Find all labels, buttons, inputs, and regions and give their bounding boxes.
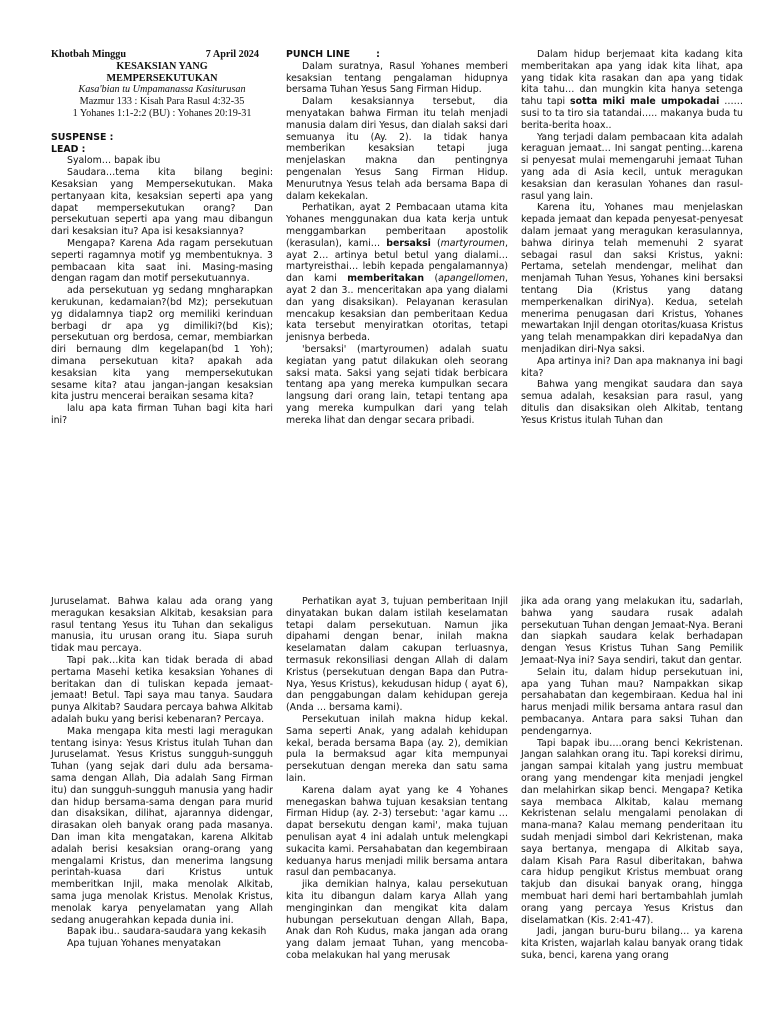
- paragraph: [521, 49, 743, 132]
- header-date: 7 April 2024: [205, 49, 259, 60]
- paragraph: Dalam kesaksiannya tersebut, dia menyatakan bahwa Firman itu telah menjadi manusia dalam diri Yesus, dan dialah saksi dari semuanya itu (Ay. 2). Ia tidak hanya memberikan kesaksian tetapi juga menjelaskan makna dan pentingnya pengenalan Yesus Sang Firman Hidup. Menurutnya Yesus telah ada bersama Bapa di dalam kekekalan.: [286, 96, 508, 202]
- header-row: [51, 49, 273, 61]
- paragraph: Selain itu, dalam hidup persekutuan ini, apa yang Tuhan mau? Nampakkan sikap persahabatan dan kegembiraan. Kedua hal ini harus menjadi milik bersama antara rasul dan pembacanya. Antara para saksi Tuhan dan pendengarnya.: [521, 666, 743, 737]
- heading-suspense: SUSPENSE :: [51, 131, 114, 143]
- paragraph: Persekutuan inilah makna hidup kekal. Sama seperti Anak, yang adalah kehidupan kekal, berada bersama Bapa (ay. 2), demikian pula Ia bermaksud agar kita mempunyai persekutuan dengan mereka dan satu sama lain.: [286, 713, 508, 784]
- text-run: …… susi to ta tiro sia tatandai….. makanya buda tu berita-berita hoax..: [521, 96, 743, 131]
- text-run: Dalam hidup berjemaat kita kadang kita memberitakan apa yang idak kita lihat, apa yang tidak kita rasakan dan apa yang tidak kita tahu… dan mungkin kita hanya setenga tahu tapi: [521, 49, 743, 108]
- paragraph: Mengapa? Karena Ada ragam persekutuan seperti ragamnya motif yg membentuknya. 3 pembacaan kita saat ini. Masing-masing dengan ragam dan motif persekutuannya.: [51, 237, 273, 285]
- sermon-title-line1: KESAKSIAN YANG: [116, 60, 208, 72]
- paragraph: Apa tujuan Yohanes menyatakan: [67, 938, 221, 950]
- sermon-subtitle: Kasa'bian tu Umpamanassa Kasiturusan: [78, 84, 246, 96]
- paragraph: jika ada orang yang melakukan itu, sadarlah, bahwa yang saudara rusak adalah persekutuan Tuhan dengan Jemaat-Nya. Berani dan siapkah saudara kelak berhadapan dengan Yesus Kristus Tuhan Sang Pemilik Jemaat-Nya ini? Saya sendiri, takut dan gentar.: [521, 596, 743, 666]
- emphasis-memberitakan: memberitakan: [347, 273, 425, 285]
- paragraph: Bapak ibu.. saudara-saudara yang kekasih: [67, 926, 267, 938]
- paragraph: Dalam suratnya, Rasul Yohanes memberi kesaksian tentang pengalaman hidupnya bersama Tuhan Yesus Sang Firman Hidup.: [286, 60, 508, 96]
- paragraph: [286, 202, 508, 344]
- paragraph: Apa artinya ini? Dan apa maknanya ini bagi kita?: [521, 355, 743, 379]
- emphasis-local-phrase: sotta miki male umpokadai: [570, 96, 720, 108]
- term-martyroumen: martyroumen: [440, 237, 506, 249]
- paragraph: Karena itu, Yohanes mau menjelaskan kepada jemaat dan kepada penyesat-penyesat dalam jemaat yang meragukan kerasulannya, bahwa dirinya telah memenuhi 2 syarat sebagai rasul dan saksi Kristus, yakni: Pertama, setelah mendengar, melihat dan menjamah Tuhan Yesus, Yohanes kini bersaksi tentang Dia (Kristus yang datang memperkenalkan diriNya). Kedua, setelah menerima penugasan dari Kristus, Yohanes mewartakan Injil dengan otoritas/kuasa Kristus yang telah menampakkan diri kepadaNya dan menjadikan diri-Nya saksi.: [521, 202, 743, 355]
- paragraph: 'bersaksi' (martyroumen) adalah suatu kegiatan yang patut dilakukan oleh seorang saksi mata. Saksi yang sejati tidak berbicara tentang apa yang mereka kumpulkan secara langsung dari orang lain, tetapi tentang apa yang mereka kumpulkan dari yang telah mereka lihat dan dengar secara pribadi.: [286, 343, 508, 426]
- paragraph: Juruselamat. Bahwa kalau ada orang yang meragukan kesaksian Alkitab, kesaksian para rasul tentang Yesus itu Tuhan dan sekaligus manusia, itu urusan orang itu. Siapa suruh tidak mau percaya.: [51, 596, 273, 655]
- column-1: [51, 49, 273, 427]
- sermon-header: [51, 49, 273, 120]
- header-label: Khotbah Minggu: [51, 49, 127, 60]
- paragraph: Maka mengapa kita mesti lagi meragukan tentang isinya: Yesus Kristus itulah Tuhan dan Juruselamat. Yesus Kristus sungguh-sungguh Tuhan (yang sejak dari dulu ada bersama-sama dengan Allah, Dia adalah Sang Firman itu) dan sungguh-sungguh manusia yang hadir dan hidup bersama-sama dengan para murid dan disaksikan, dilihat, ajarannya didengar, dirasakan oleh banyak orang pada masanya. Dan iman kita mengatakan, karena Alkitab adalah berisi kesaksian orang-orang yang mengalami Kristus, dan menerima langsung perintah-kuasa dari Kristus untuk memberitkan Injil, maka menolak Alkitab, sama juga menolak Kristus. Menolak Kristus, menolak karya penyelamatan yang Allah sedang anugerahkan kepada dunia ini.: [51, 725, 273, 926]
- heading-lead: LEAD :: [51, 143, 86, 155]
- paragraph: ada persekutuan yg sedang mngharapkan kerukunan, kedamaian?(bd Mz); persekutuan yg didalamnya tiap2 org memiliki kerinduan berbagi dr apa yg dimiliki?(bd Kis); persekutuan org berdosa, cemar, membiarkan diri bernaung dlm kegelapan(bd 1 Yoh); dimana persekutuan kita? apakah ada kesaksian kita yang mempersekutukan sesame kita? atau jangan-jangan kesaksian kita justru mencerai beraikan sesama kita?: [51, 285, 273, 403]
- text-run: , ayat 2 dan 3.. menceritakan apa yang dialami dan yang disaksikan). Pelayanan kerasulan mencakup kesaksian dan pemberitaan Kedua kata tersebut menyiratkan otoritas, tetapi jenisnya berbeda.: [286, 273, 509, 344]
- paragraph: Bahwa yang mengikat saudara dan saya semua adalah, kesaksian para rasul, yang ditulis dan disaksikan oleh Alkitab, tentang Yesus Kristus itulah Tuhan dan: [521, 379, 743, 426]
- heading-punch-line: PUNCH LINE :: [286, 49, 380, 60]
- paragraph: lalu apa kata firman Tuhan bagi kita hari ini?: [51, 403, 273, 426]
- column-2: [286, 49, 508, 427]
- text-run: Perhatikan, ayat 2 Pembacaan utama kita Yohanes menggunakan dua kata kerja untuk menggambarkan pemberitaan apostolik (kerasulan), kami…: [286, 202, 508, 249]
- paragraph: jika demikian halnya, kalau persekutuan kita itu dibangun dalam karya Allah yang menginginkan dan mengikat kita dalam hubungan persekutuan dengan Allah, Bapa, Anak dan Roh Kudus, maka jangan ada orang yang dalam jemaat Tuhan, yang mencoba-coba melakukan hal yang merusak: [286, 879, 508, 961]
- text-run: , ayat 2… artinya betul betul yang dialami… martyreisthai… lebih kepada pengalamannya) dan kami: [286, 237, 508, 285]
- sermon-title-line2: MEMPERSEKUTUKAN: [106, 72, 218, 84]
- term-apangellomen: apangellomen: [438, 273, 506, 285]
- paragraph: Karena dalam ayat yang ke 4 Yohanes menegaskan bahwa tujuan kesaksian tentang Firman Hidup (ay. 2-3) tersebut: 'agar kamu … dapat bersekutu dengan kami', maka tujuan penulisan ayat 4 ini adalah untuk melengkapi sukacita kami. Persahabatan dan kegembiraan keduanya harus menjadi milik bersama antara rasul dan pembacanya.: [286, 784, 508, 879]
- text-run: (: [424, 273, 439, 285]
- paragraph: Syalom… bapak ibu: [67, 155, 161, 167]
- column-5: [286, 596, 508, 962]
- reading-line-2: 1 Yohanes 1:1-2:2 (BU) : Yohanes 20:19-31: [72, 107, 252, 119]
- column-4: [51, 596, 273, 950]
- paragraph: Yang terjadi dalam pembacaan kita adalah keraguan jemaat… Ini sangat penting…karena si penyesat mulai memengaruhi jemaat Tuhan yang ada di Asia kecil, untuk meragukan kesaksian dan kerasulan Yohanes dan rasul-rasul yang lain.: [521, 131, 743, 202]
- text-run: (: [430, 237, 441, 249]
- reading-line-1: Mazmur 133 : Kisah Para Rasul 4:32-35: [79, 96, 245, 108]
- paragraph: Tapi pak…kita kan tidak berada di abad pertama Masehi ketika kesaksian Yohanes di beritakan dan di tuliskan kepada jemaat-jemaat! Betul. Tapi saya mau tanya. Saudara punya Alkitab? Saudara percaya bahwa Alkitab adalah buku yang berisi kebenaran? Percaya.: [51, 654, 273, 725]
- paragraph: Tapi bapak ibu….orang benci Kekristenan. Jangan salahkan orang itu. Tapi koreksi dirimu, jangan sampai kitalah yang justru membuat orang yang mendengar kita menjadi jengkel dan melahirkan sikap benci. Mengapa? Ketika saya membaca Alkitab, kalau memang Kekristenan selalu mengalami penolakan di mana-mana? Kalau memang penderitaan itu sudah menjadi simbol dari Kekristenan, maka saya bertanya, mengapa di Alkitab saya, dalam Kisah Para Rasul diberitakan, bahwa cara hidup pengikut Kristus membuat orang takjub dan disukai banyak orang, hingga membuat hari demi hari bertambahlah jumlah orang yang percaya Yesus Kristus dan diselamatkan (Kis. 2:41-47).: [521, 737, 743, 926]
- emphasis-bersaksi: bersaksi: [386, 237, 431, 249]
- paragraph: Perhatikan ayat 3, tujuan pemberitaan Injil dinyatakan bukan dalam istilah keselamatan tetapi dalam persekutuan. Namun jika dipahami dengan benar, inilah makna keselamatan dalam cakupan terluasnya, termasuk rekonsiliasi dengan Allah di dalam Kristus (persekutuan dengan Bapa dan Putra-Nya, Yesus Kristus), kekudusan hidup ( ayat 6), dan penggabungan dalam kehidupan gereja (Anda … bersama kami).: [286, 596, 508, 714]
- column-3: [521, 49, 743, 427]
- column-6: [521, 596, 743, 962]
- paragraph: Jadi, jangan buru-buru bilang… ya karena kita Kristen, wajarlah kalau banyak orang tidak suka, benci, karena yang orang: [521, 926, 743, 961]
- paragraph: Saudara…tema kita bilang begini: Kesaksian yang Mempersekutukan. Maka pertanyaan kita, kesaksian seperti apa yang dapat mempersekutukan orang? Dan persekutuan seperti apa yang mau dibangun dari kesaksian itu? Apa isi kesaksiannya?: [51, 167, 273, 238]
